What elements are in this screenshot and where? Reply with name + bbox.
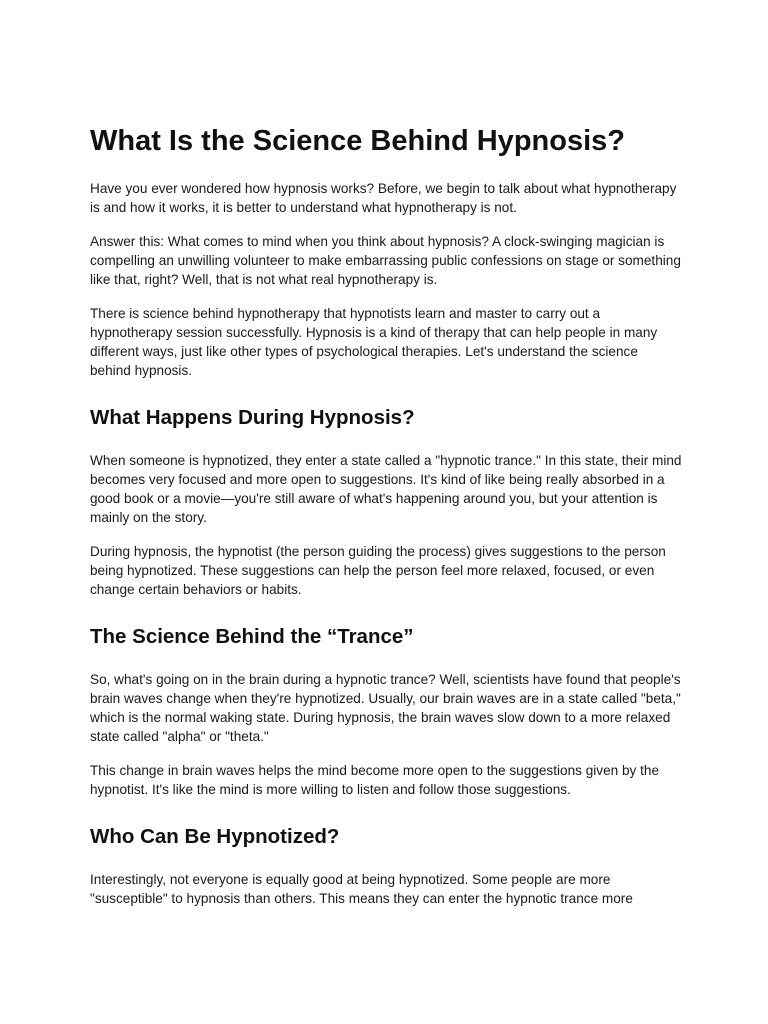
- intro-paragraph-3: There is science behind hypnotherapy that hypnotists learn and master to carry out a hypnotherapy session successfully. Hypnosis is a kind of therapy that can help people in many different ways, just like other types of psychological therapies. Let's understand the science behind hypnosis.: [90, 306, 658, 378]
- section-1-paragraph-1: When someone is hypnotized, they enter a state called a "hypnotic trance." In this state, their mind becomes very focused and more open to suggestions. It's kind of like being really absorbed in a good book or a movie—you're still aware of what's happening around you, but your attention is mainly on the story.: [90, 453, 682, 525]
- section-3-paragraph-1: Interestingly, not everyone is equally good at being hypnotized. Some people are more "susceptible" to hypnosis than others. This means they can enter the hypnotic trance more: [90, 872, 633, 906]
- document-page: [90, 123, 682, 923]
- section-1-paragraph-2: During hypnosis, the hypnotist (the person guiding the process) gives suggestions to the person being hypnotized. These suggestions can help the person feel more relaxed, focused, or even change certain behaviors or habits.: [90, 544, 666, 597]
- section-heading-what-happens: What Happens During Hypnosis?: [90, 406, 415, 429]
- section-2-paragraph-1: So, what's going on in the brain during a hypnotic trance? Well, scientists have found that people's brain waves change when they're hypnotized. Usually, our brain waves are in a state called "beta," which is the normal waking state. During hypnosis, the brain waves slow down to a more relaxed state called "alpha" or "theta.": [90, 672, 681, 744]
- page-title: What Is the Science Behind Hypnosis?: [90, 125, 625, 157]
- section-heading-science-trance: The Science Behind the “Trance”: [90, 625, 414, 648]
- intro-paragraph-1: Have you ever wondered how hypnosis works? Before, we begin to talk about what hypnotherapy is and how it works, it is better to understand what hypnotherapy is not.: [90, 181, 677, 215]
- section-heading-who-can: Who Can Be Hypnotized?: [90, 825, 340, 848]
- section-2-paragraph-2: This change in brain waves helps the mind become more open to the suggestions given by the hypnotist. It's like the mind is more willing to listen and follow those suggestions.: [90, 763, 660, 797]
- intro-paragraph-2: Answer this: What comes to mind when you think about hypnosis? A clock-swinging magician is compelling an unwilling volunteer to make embarrassing public confessions on stage or something like that, right? Well, that is not what real hypnotherapy is.: [90, 234, 681, 287]
